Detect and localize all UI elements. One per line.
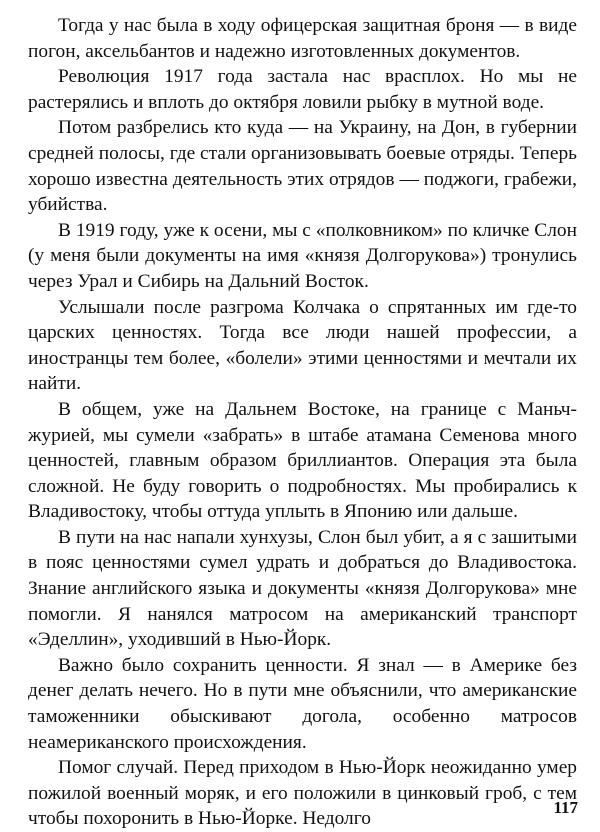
paragraph-6: В общем, уже на Дальнем Востоке, на границе с Маньчжурией, мы сумели «забрать» в штабе атамана Семенова много ценностей, главным образом бриллиантов. Операция эта была сложной. Не буду говорить о подробностях. Мы пробирались к Владивостоку, чтобы оттуда уплыть в Японию или дальше.: [28, 398, 577, 523]
paragraph-2: Революция 1917 года застала нас врасплох. Но мы не растерялись и вплоть до октября ловили рыбку в мутной воде.: [28, 66, 577, 113]
paragraph-9: Помог случай. Перед приходом в Нью-Йорк неожиданно умер пожилой военный моряк, и его положили в цинковый гроб, с тем чтобы похоронить в Нью-Йорке. Недолго: [28, 757, 577, 830]
body-text: [28, 13, 577, 832]
paragraph-5: Услышали после разгрома Колчака о спрятанных им где-то царских ценностях. Тогда все люди нашей профессии, а иностранцы тем более, «болели» этими ценностями и мечтали их найти.: [28, 296, 577, 395]
paragraph-4: В 1919 году, уже к осени, мы с «полковником» по кличке Слон (у меня были документы на имя «князя Долгорукова») тронулись через Урал и Сибирь на Дальний Восток.: [28, 219, 577, 292]
paragraph-8: Важно было сохранить ценности. Я знал — в Америке без денег делать нечего. Но в пути мне объяснили, что американские таможенники обыскивают догола, особенно матросов неамериканского происхождения.: [28, 654, 577, 753]
page-number: 117: [553, 798, 578, 817]
paragraph-3: Потом разбрелись кто куда — на Украину, на Дон, в губернии средней полосы, где стали организовывать боевые отряды. Теперь хорошо известна деятельность этих отрядов — поджоги, грабежи, убийства.: [28, 117, 577, 216]
paragraph-1: Тогда у нас была в ходу офицерская защитная броня — в виде погон, аксельбантов и надежно изготовленных документов.: [28, 15, 577, 62]
paragraph-7: В пути на нас напали хунхузы, Слон был убит, а я с зашитыми в пояс ценностями сумел удрать и добраться до Владивостока. Знание английского языка и документы «князя Долгорукова» мне помогли. Я нанялся матросом на американский транспорт «Эделлин», уходивший в Нью-Йорк.: [28, 526, 577, 651]
